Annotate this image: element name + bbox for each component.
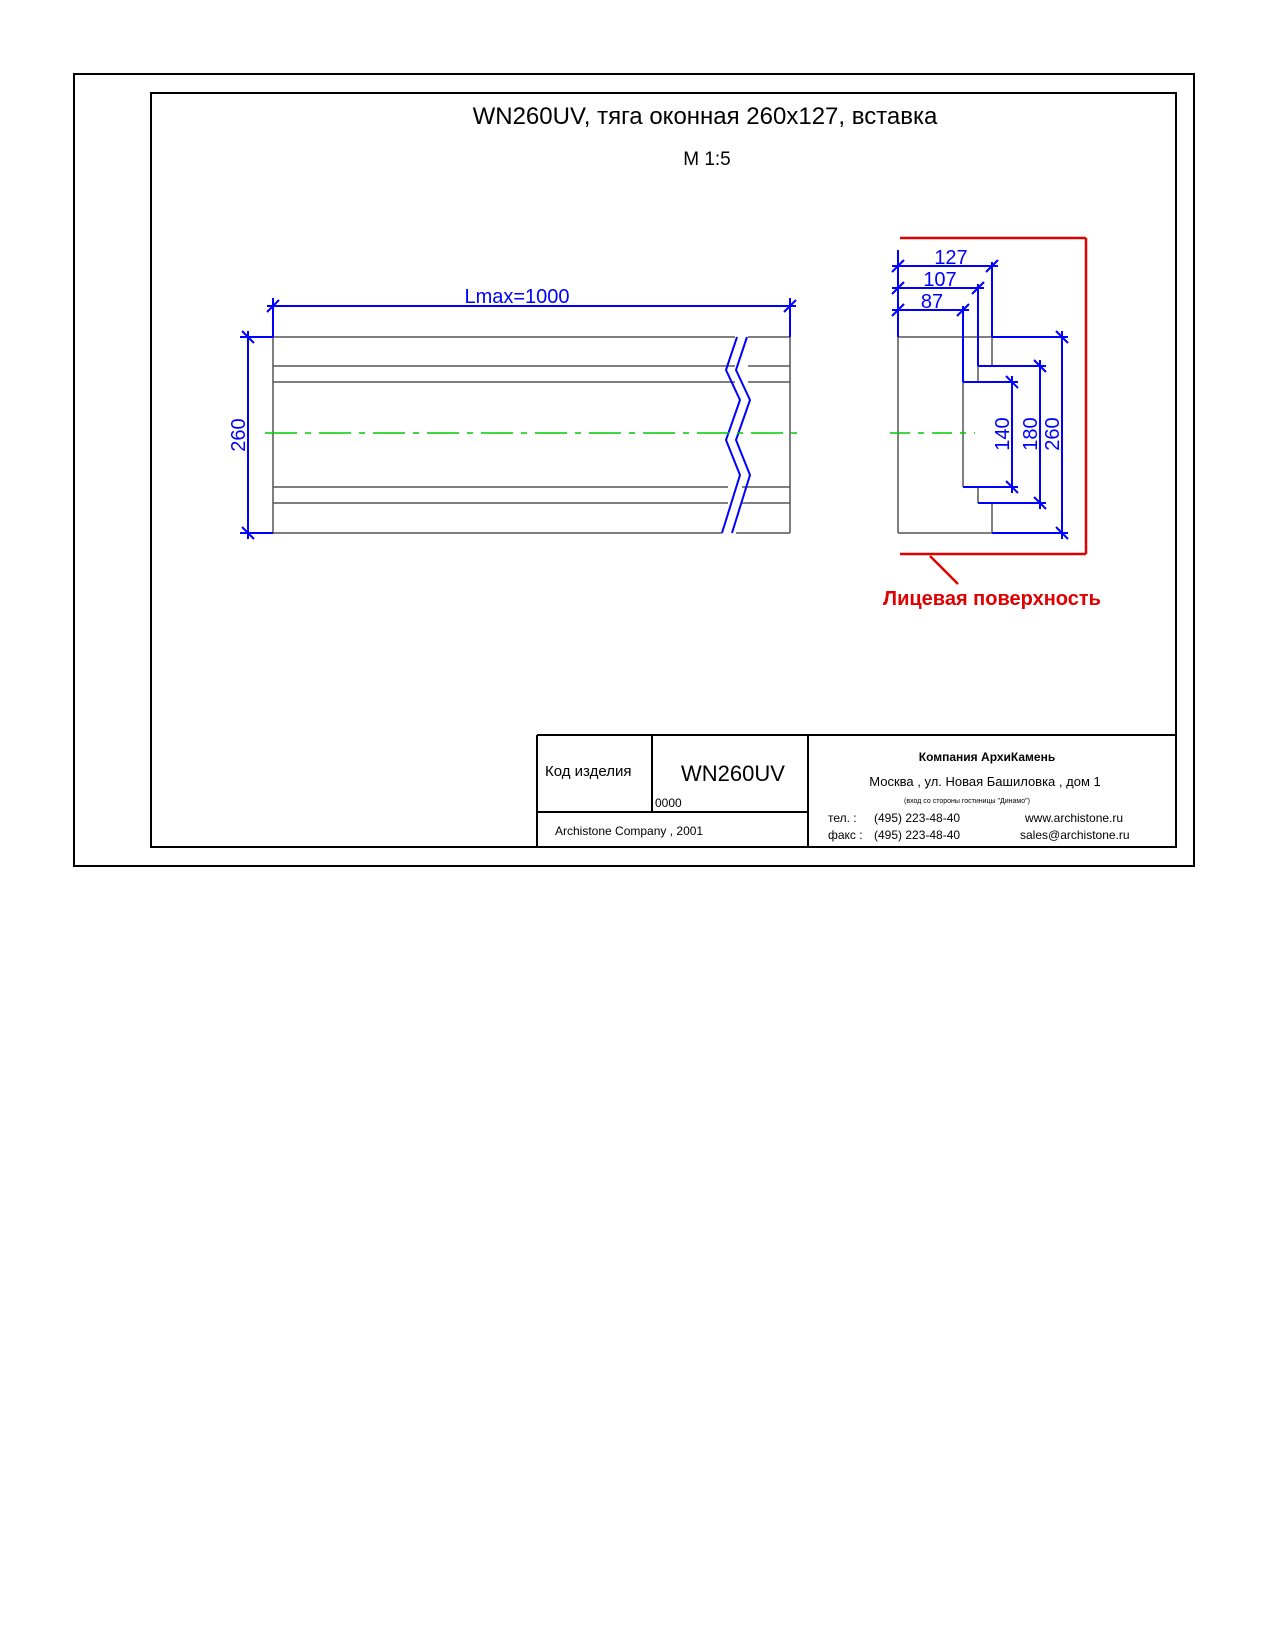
width-107-label: 107 [923,269,957,291]
section-profile [898,337,992,533]
product-code: WN260UV [681,761,785,786]
drawing-number: 0000 [655,796,682,810]
company-address-note: (вход со стороны гостиницы "Динамо") [904,798,1030,805]
width-127-label: 127 [934,247,968,269]
email: sales@archistone.ru [1020,828,1130,842]
length-label: Lmax=1000 [464,286,570,308]
drawing-scale: М 1:5 [683,149,731,170]
company-address: Москва , ул. Новая Башиловка , дом 1 [869,774,1101,789]
height-180-label: 180 [1020,417,1042,451]
phone-label: тел. : [828,811,857,825]
drawing-title: WN260UV, тяга оконная 260x127, вставка [472,103,938,130]
width-87-label: 87 [920,291,944,313]
face-surface-leader [930,556,958,584]
inner-frame [151,93,1176,847]
company-name: Компания АрхиКамень [918,750,1056,764]
fax-label: факс : [828,828,863,842]
outer-frame [74,74,1194,866]
product-code-label: Код изделия [545,763,632,780]
phone: (495) 223-48-40 [874,811,961,825]
copyright: Archistone Company , 2001 [555,824,704,838]
height-140-label: 140 [992,417,1014,451]
face-surface-label: Лицевая поверхность [883,588,1101,610]
fax: (495) 223-48-40 [874,828,961,842]
height-260-label: 260 [1042,417,1064,451]
front-view [273,337,790,533]
website: www.archistone.ru [1025,811,1124,825]
front-height-label: 260 [228,418,250,452]
